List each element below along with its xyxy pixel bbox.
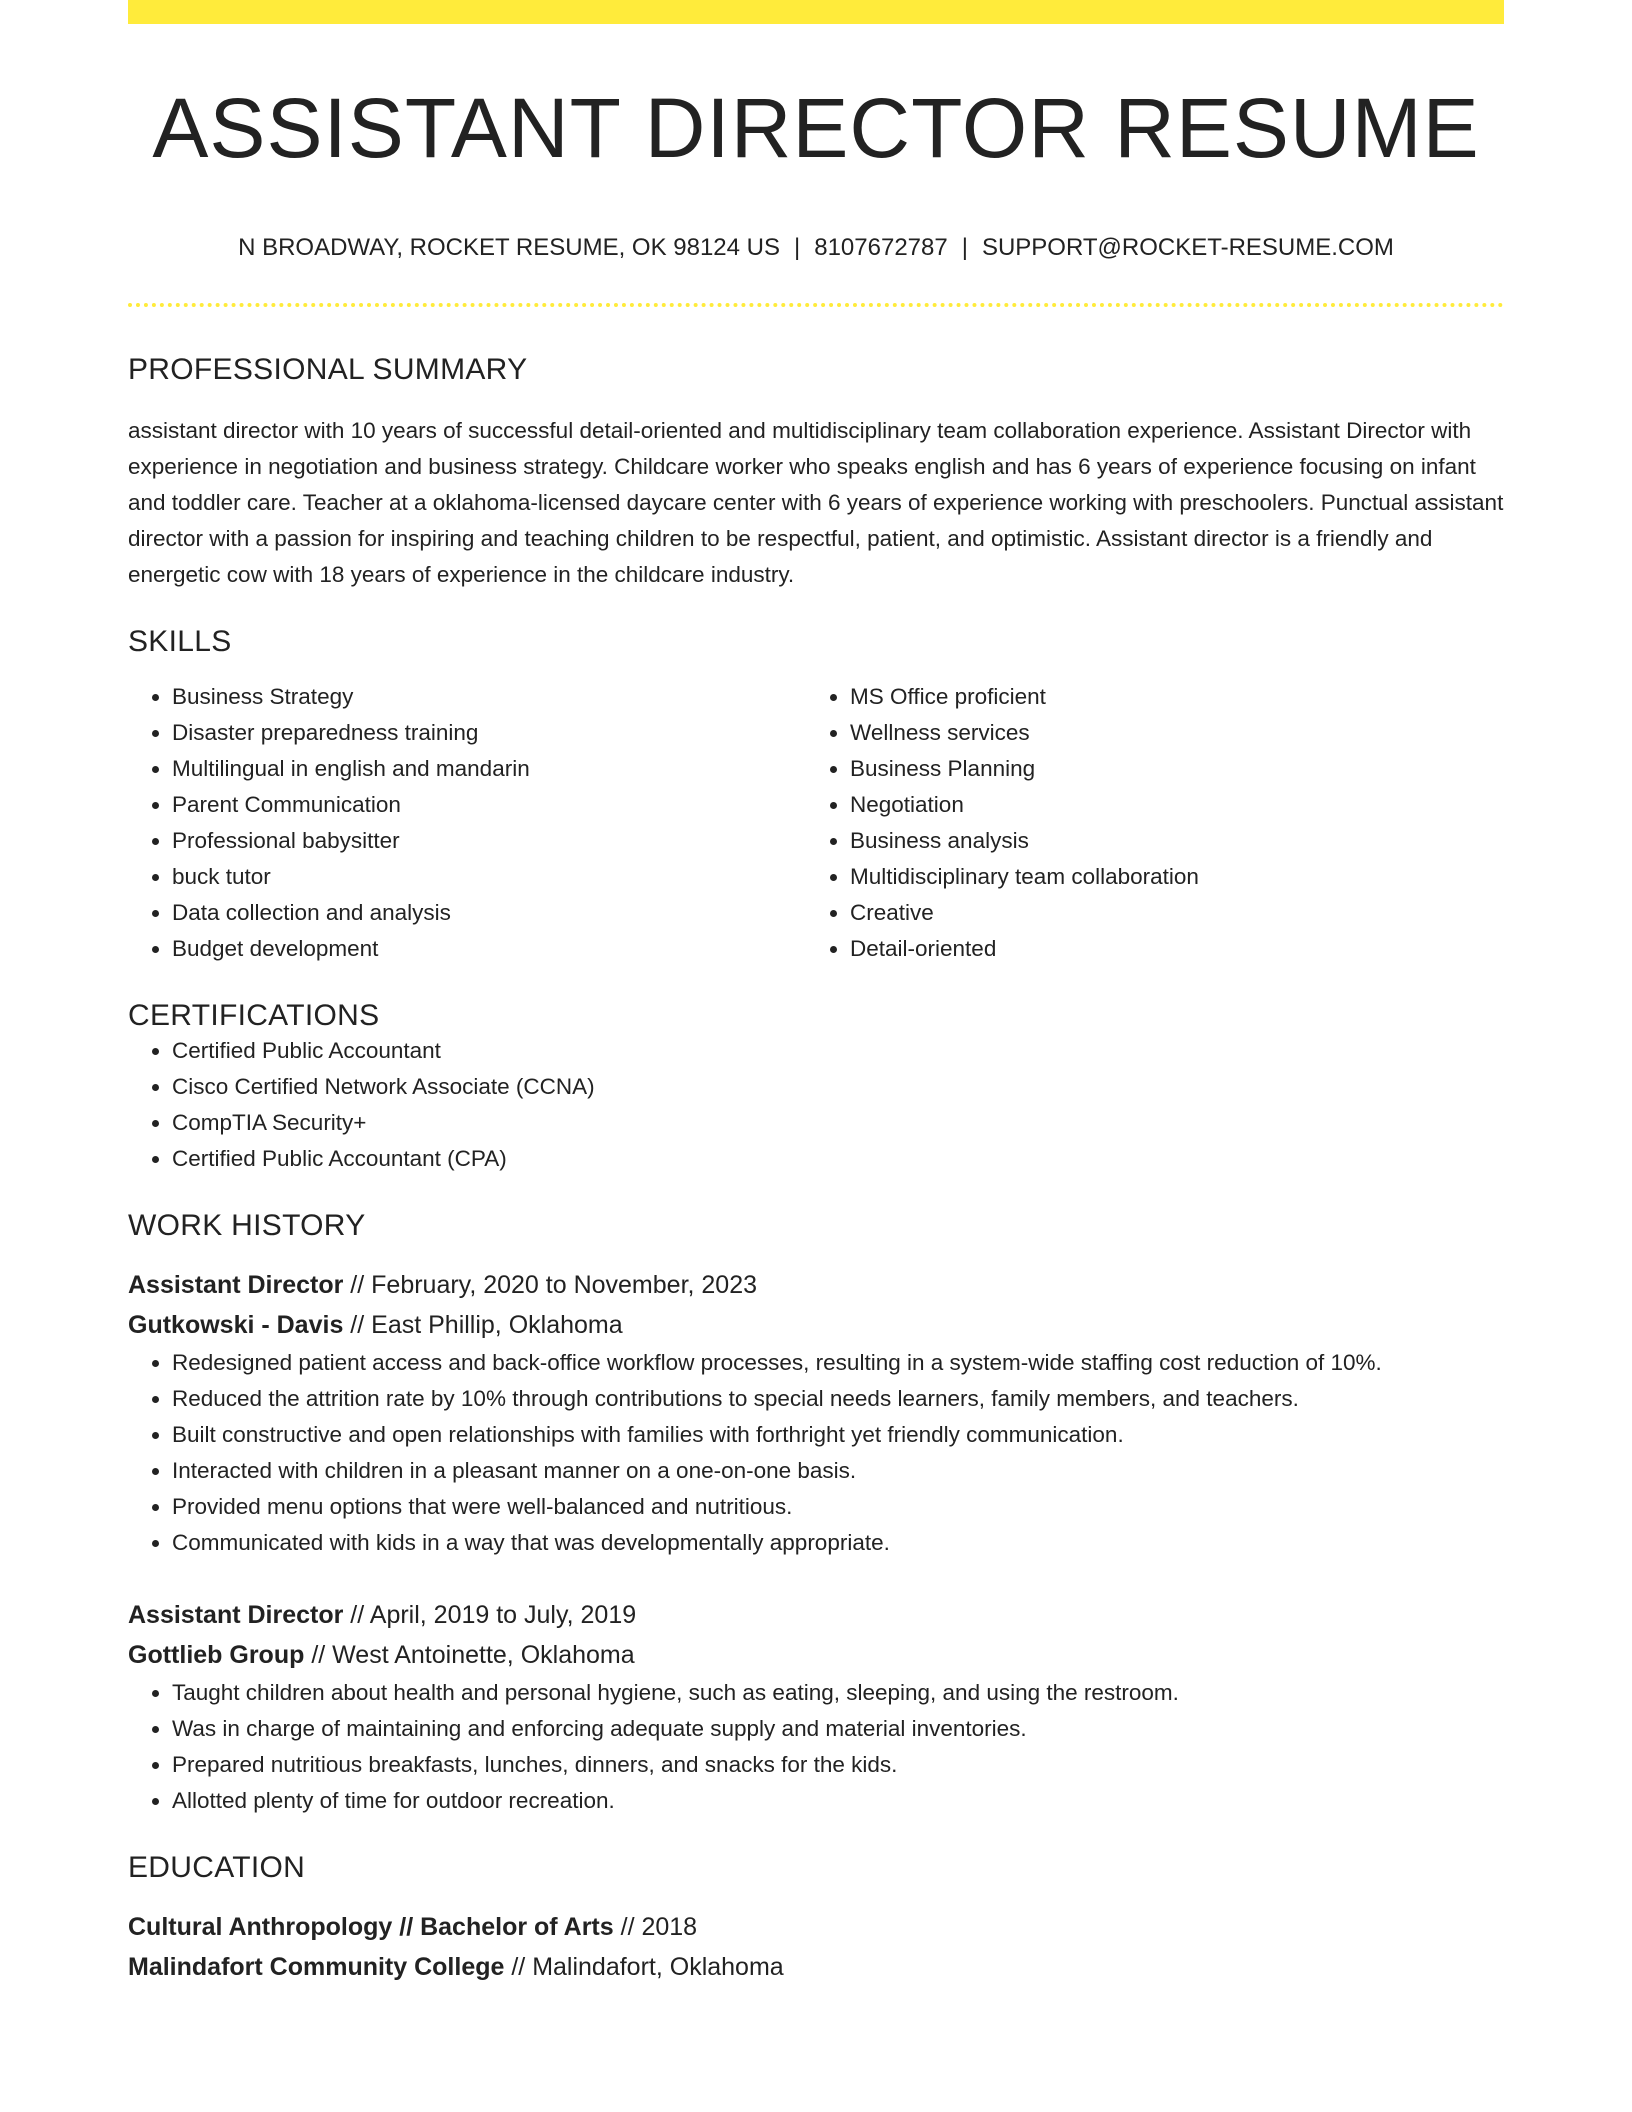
job-company: Gottlieb Group <box>128 1641 305 1670</box>
job-bullet: • Communicated with kids in a way that was developmentally appropriate. <box>172 1525 1504 1561</box>
work-history-heading: WORK HISTORY <box>128 1209 366 1243</box>
job-bullet: • Prepared nutritious breakfasts, lunches, dinners, and snacks for the kids. <box>172 1747 1504 1783</box>
job-bullet: • Was in charge of maintaining and enforcing adequate supply and material inventories. <box>172 1711 1504 1747</box>
skill-item: • Parent Communication <box>172 787 806 823</box>
skills-column-left <box>128 679 806 967</box>
contact-separator: | <box>794 234 801 262</box>
skills-list-left <box>128 679 806 967</box>
skills-column-right <box>806 679 1484 967</box>
skill-item: • Negotiation <box>850 787 1484 823</box>
job-bullet: • Provided menu options that were well-balanced and nutritious. <box>172 1489 1504 1525</box>
education-location: // Malindafort, Oklahoma <box>504 1953 784 1982</box>
contact-address: N BROADWAY, ROCKET RESUME, OK 98124 US <box>238 234 780 262</box>
job-bullet: • Taught children about health and personal hygiene, such as eating, sleeping, and using the restroom. <box>172 1675 1504 1711</box>
resume-title: ASSISTANT DIRECTOR RESUME <box>152 81 1480 175</box>
skill-item: • Data collection and analysis <box>172 895 806 931</box>
certifications-list <box>128 1033 1504 1177</box>
education-school-line <box>128 1947 1504 1987</box>
resume-page <box>128 0 1504 1987</box>
contact-email: SUPPORT@ROCKET-RESUME.COM <box>981 234 1394 262</box>
skill-item: • buck tutor <box>172 859 806 895</box>
job-location: // East Phillip, Oklahoma <box>343 1311 623 1340</box>
education-school: Malindafort Community College <box>128 1953 505 1982</box>
contact-line <box>128 234 1504 263</box>
job-title-line <box>128 1265 1504 1305</box>
education-heading: EDUCATION <box>128 1851 306 1885</box>
certification-item: • Cisco Certified Network Associate (CCNA) <box>172 1069 1504 1105</box>
job-bullets <box>128 1345 1504 1561</box>
job-entry <box>128 1595 1504 1819</box>
job-bullet: • Allotted plenty of time for outdoor recreation. <box>172 1783 1504 1819</box>
job-location: // West Antoinette, Oklahoma <box>304 1641 635 1670</box>
job-entry <box>128 1265 1504 1561</box>
skill-item: • Business Planning <box>850 751 1484 787</box>
skill-item: • Wellness services <box>850 715 1484 751</box>
job-bullet: • Redesigned patient access and back-office workflow processes, resulting in a system-wide staffing cost reduction of 10%. <box>172 1345 1504 1381</box>
skill-item: • MS Office proficient <box>850 679 1484 715</box>
job-title: Assistant Director <box>128 1601 344 1630</box>
contact-phone: 8107672787 <box>814 234 948 262</box>
skill-item: • Business Strategy <box>172 679 806 715</box>
contact-separator: | <box>961 234 968 262</box>
job-dates: // April, 2019 to July, 2019 <box>343 1601 637 1630</box>
certifications-heading: CERTIFICATIONS <box>128 999 380 1033</box>
education-degree: Cultural Anthropology // Bachelor of Arts <box>128 1913 614 1942</box>
certification-item: • Certified Public Accountant <box>172 1033 1504 1069</box>
summary-text: assistant director with 10 years of successful detail-oriented and multidisciplinary team collaboration experience. Assistant Director with experience in negotiation and business strategy. Childcare worker who speaks english and has 6 years of experience focusing on infant and toddler care. Teacher at a oklahoma-licensed daycare center with 6 years of experience working with preschoolers. Punctual assistant director with a passion for inspiring and teaching children to be respectful, patient, and optimistic. Assistant director is a friendly and energetic cow with 18 years of experience in the childcare industry. <box>128 418 1504 588</box>
job-dates: // February, 2020 to November, 2023 <box>343 1271 758 1300</box>
skills-list-right <box>806 679 1484 967</box>
skill-item: • Creative <box>850 895 1484 931</box>
job-title-line <box>128 1595 1504 1635</box>
education-year: // 2018 <box>613 1913 698 1942</box>
skill-item: • Professional babysitter <box>172 823 806 859</box>
job-company-line <box>128 1635 1504 1675</box>
summary-heading: PROFESSIONAL SUMMARY <box>128 353 528 387</box>
top-accent-bar <box>128 0 1504 24</box>
skills-grid <box>128 679 1504 967</box>
job-bullet: • Built constructive and open relationships with families with forthright yet friendly communication. <box>172 1417 1504 1453</box>
skill-item: • Business analysis <box>850 823 1484 859</box>
education-degree-line <box>128 1907 1504 1947</box>
job-bullet: • Interacted with children in a pleasant manner on a one-on-one basis. <box>172 1453 1504 1489</box>
job-company: Gutkowski - Davis <box>128 1311 344 1340</box>
certification-item: • Certified Public Accountant (CPA) <box>172 1141 1504 1177</box>
skill-item: • Disaster preparedness training <box>172 715 806 751</box>
skill-item: • Multilingual in english and mandarin <box>172 751 806 787</box>
skills-heading: SKILLS <box>128 625 232 659</box>
skill-item: • Detail-oriented <box>850 931 1484 967</box>
job-bullet: • Reduced the attrition rate by 10% through contributions to special needs learners, family members, and teachers. <box>172 1381 1504 1417</box>
header-divider <box>128 303 1504 307</box>
education-entry <box>128 1907 1504 1987</box>
job-bullets <box>128 1675 1504 1819</box>
skill-item: • Multidisciplinary team collaboration <box>850 859 1484 895</box>
job-company-line <box>128 1305 1504 1345</box>
certification-item: • CompTIA Security+ <box>172 1105 1504 1141</box>
skill-item: • Budget development <box>172 931 806 967</box>
job-title: Assistant Director <box>128 1271 344 1300</box>
